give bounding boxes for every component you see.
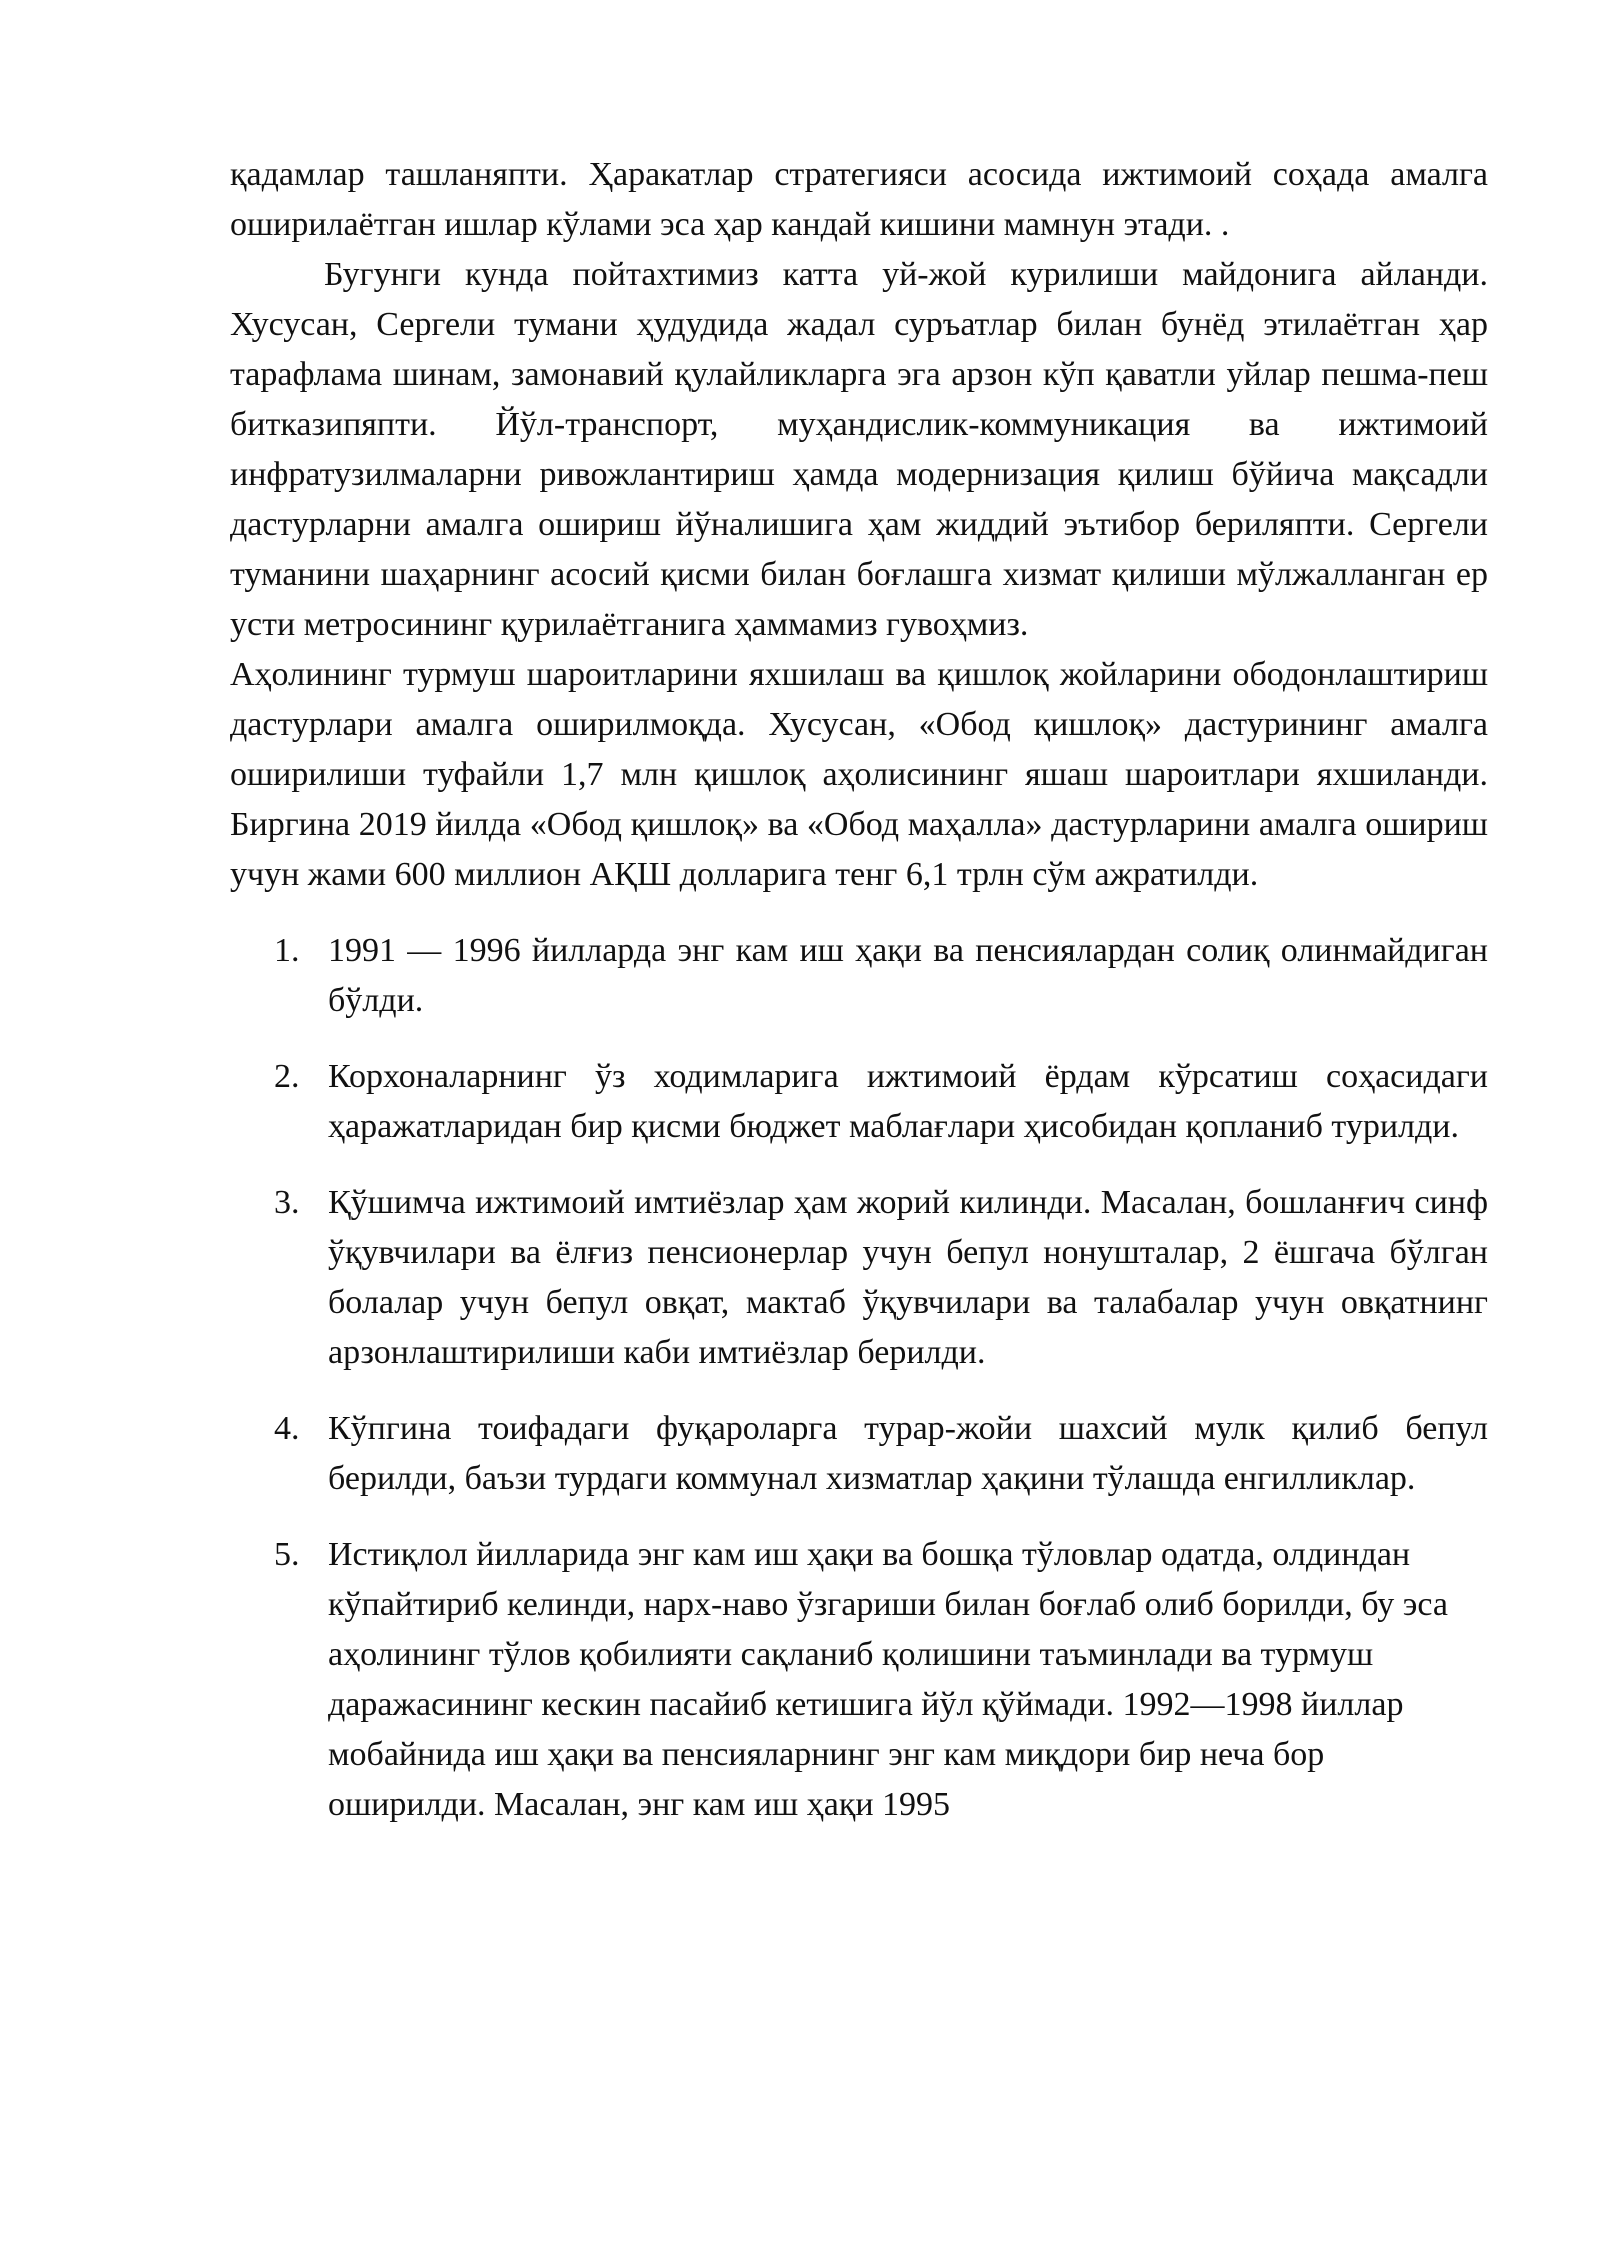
list-item-text: Кўпгина тоифадаги фуқароларга турар-жойи шахсий мулк қилиб бепул берилди, баъзи турдаги коммунал хизматлар ҳақини тўлашда енгилликлар. [328,1410,1488,1497]
list-item-number: 1. [274,932,300,969]
list-item [230,926,1488,1026]
list-item-number: 4. [274,1410,300,1447]
list-item [230,1530,1488,1830]
document-page [230,150,1488,1856]
list-item-number: 3. [274,1184,300,1221]
list-item [230,1052,1488,1152]
list-item-text: Корхоналарнинг ўз ходимларига ижтимоий ёрдам кўрсатиш соҳасидаги ҳаражатларидан бир қисми бюджет маблағлари ҳисобидан қопланиб турилди. [328,1058,1488,1145]
paragraph-villages: Аҳолининг турмуш шароитларини яхшилаш ва қишлоқ жойларини ободонлаштириш дастурлари амалга оширилмоқда. Хусусан, «Обод қишлоқ» дастурининг амалга оширилиши туфайли 1,7 млн қишлоқ аҳолисининг яшаш шароитлари яхшиланди. Биргина 2019 йилда «Обод қишлоқ» ва «Обод маҳалла» дастурларини амалга ошириш учун жами 600 миллион АҚШ долларига тенг 6,1 трлн сўм ажратилди. [230,656,1488,893]
list-item-text: Қўшимча ижтимоий имтиёзлар ҳам жорий килинди. Масалан, бошланғич синф ўқувчилари ва ёлғиз пенсионерлар учун бепул нонушталар, 2 ёшгача бўлган болалар учун бепул овқат, мактаб ўқувчилари ва талабалар учун овқатнинг арзонлаштирилиши каби имтиёзлар берилди. [328,1184,1488,1371]
paragraph-housing: Бугунги кунда пойтахтимиз катта уй-жой курилиши майдонига айланди. Хусусан, Сергели тумани ҳудудида жадал суръатлар билан бунёд этилаётган ҳар тарафлама шинам, замонавий қулайликларга эга арзон кўп қаватли уйлар пешма-пеш битказипяпти. Йўл-транспорт, муҳандислик-коммуникация ва ижтимоий инфратузилмаларни ривожлантириш ҳамда модернизация қилиш бўйича мақсадли дастурларни амалга ошириш йўналишига ҳам жиддий эътибор бериляпти. Сергели туманини шаҳарнинг асосий қисми билан боғлашга хизмат қилиши мўлжалланган ер усти метросининг қурилаётганига ҳаммамиз гувоҳмиз. [230,256,1488,643]
list-item-text: Истиқлол йилларида энг кам иш ҳақи ва бошқа тўловлар одатда, олдиндан кўпайтириб келинди, нарх-наво ўзгариши билан боғлаб олиб борилди, бу эса аҳолининг тўлов қобилияти сақланиб қолишини таъминлади ва турмуш даражасининг кескин пасайиб кетишига йўл қўймади. 1992—1998 йиллар мобайнида иш ҳақи ва пенсияларнинг энг кам миқдори бир неча бор оширилди. Масалан, энг кам иш ҳақи 1995 [328,1536,1448,1823]
list-item [230,1404,1488,1504]
paragraph-intro: қадамлар ташланяпти. Ҳаракатлар стратегияси асосида ижтимоий соҳада амалга оширилаётган ишлар кўлами эса ҳар кандай кишини мамнун этади. . [230,156,1488,243]
list-item [230,1178,1488,1378]
list-item-number: 5. [274,1536,300,1573]
numbered-list [230,926,1488,1830]
list-item-number: 2. [274,1058,300,1095]
list-item-text: 1991 — 1996 йилларда энг кам иш ҳақи ва пенсиялардан солиқ олинмайдиган бўлди. [328,932,1488,1019]
